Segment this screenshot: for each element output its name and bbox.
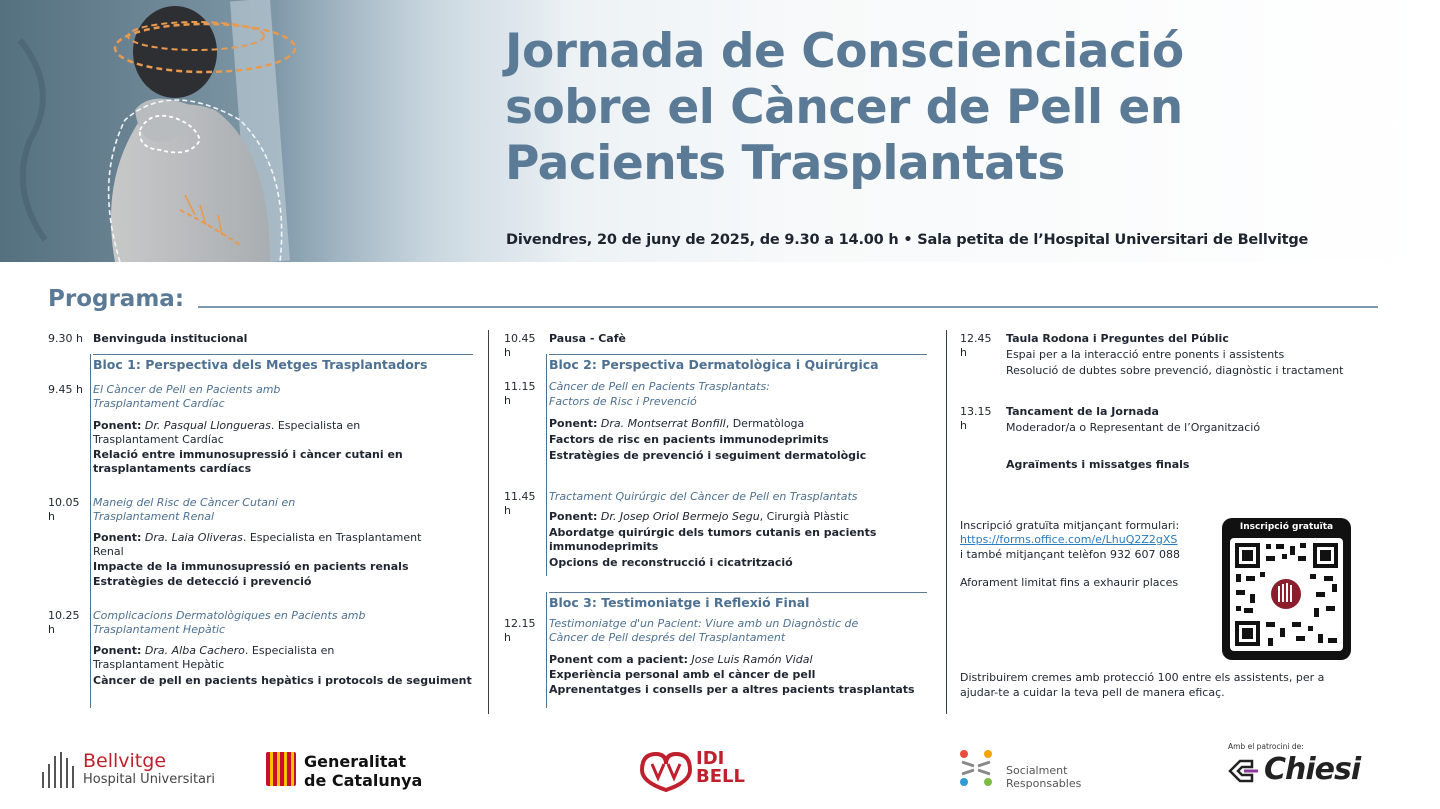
- speaker-role-cont: Trasplantament Hepàtic: [93, 658, 225, 671]
- speaker-label: Ponent:: [549, 510, 598, 523]
- speaker-line: [549, 510, 849, 524]
- program-column-1: [48, 328, 478, 718]
- speaker-name: Jose Luis Ramón Vidal: [691, 653, 813, 666]
- speaker-label: Ponent com a pacient:: [549, 653, 688, 666]
- senyera-icon: [266, 752, 296, 786]
- bellvitge-sub: Hospital Universitari: [83, 772, 215, 787]
- agenda-item-detail: Espai per a la interacció entre ponents i assistents: [1006, 348, 1285, 361]
- talk-point: Aprenentatges i consells per a altres pacients trasplantats: [549, 683, 915, 696]
- people-network-icon: [956, 748, 996, 788]
- title-line-2: sobre el Càncer de Pell en: [505, 80, 1183, 135]
- bellvitge-logo: [40, 752, 220, 792]
- bellvitge-bars-icon: [40, 752, 80, 788]
- program-heading: Programa:: [48, 286, 185, 312]
- registration-text: Inscripció gratuïta mitjançant formulari:: [960, 519, 1180, 532]
- speaker-name: Dr. Pasqual Llongueras: [144, 419, 271, 432]
- time-label: 11.45 h: [504, 490, 536, 517]
- talk-title-cont: Trasplantament Hepàtic: [93, 623, 226, 636]
- bellvitge-name: Bellvitge: [83, 750, 167, 772]
- registration-phone: i també mitjançant telèfon 932 607 088: [960, 548, 1180, 561]
- talk-point: Càncer de pell en pacients hepàtics i protocols de seguiment: [93, 674, 472, 687]
- talk-point: Impacte de la immunosupressió en pacients renals: [93, 560, 409, 573]
- speaker-role-cont: Trasplantament Cardíac: [93, 433, 224, 446]
- talk-title: Testimoniatge d'un Pacient: Viure amb un Diagnòstic de: [549, 617, 859, 630]
- chiesi-logo: [1226, 742, 1396, 792]
- speaker-name: Dra. Montserrat Bonfill: [600, 417, 726, 430]
- time-label: 9.45 h: [48, 383, 83, 396]
- block-1-heading: Bloc 1: Perspectiva dels Metges Trasplantadors: [93, 354, 473, 372]
- speaker-line: [93, 644, 334, 658]
- chiesi-name: Chiesi: [1264, 752, 1361, 787]
- socialment-line-2: Responsables: [1006, 777, 1082, 790]
- speaker-line: [93, 419, 360, 433]
- agenda-item-title: Tancament de la Jornada: [1006, 405, 1159, 418]
- speaker-role: . Especialista en Trasplantament: [242, 531, 422, 544]
- program-divider: [198, 306, 1378, 308]
- agenda-item-detail: Resolució de dubtes sobre prevenció, diagnòstic i tractament: [1006, 364, 1344, 377]
- time-label: 9.30 h: [48, 332, 83, 345]
- chiesi-arrow-icon: [1228, 758, 1262, 784]
- idibell-mark-icon: [636, 748, 692, 792]
- talk-point: Abordatge quirúrgic dels tumors cutanis en pacients: [549, 526, 877, 539]
- time-label: 13.15 h: [960, 405, 992, 432]
- speaker-role: . Especialista en: [270, 419, 361, 432]
- speaker-label: Ponent:: [93, 419, 142, 432]
- speaker-line: [549, 653, 813, 667]
- speaker-label: Ponent:: [549, 417, 598, 430]
- socialment-line-1: Socialment: [1006, 764, 1068, 777]
- talk-title-cont: Càncer de Pell després del Trasplantament: [549, 631, 786, 644]
- talk-point: Opcions de reconstrucció i cicatrització: [549, 556, 793, 569]
- block-2-heading: Bloc 2: Perspectiva Dermatològica i Quirúrgica: [549, 354, 927, 372]
- hero-banner: [0, 0, 1440, 262]
- title-line-3: Pacients Trasplantats: [505, 136, 1065, 191]
- time-label: 12.45 h: [960, 332, 992, 359]
- talk-point: trasplantaments cardíacs: [93, 462, 252, 475]
- socialment-responsables-logo: [956, 748, 1116, 792]
- speaker-name: Dr. Josep Oriol Bermejo Segu: [600, 510, 760, 523]
- talk-point: Experiència personal amb el càncer de pell: [549, 668, 816, 681]
- cream-notice-cont: ajudar-te a cuidar la teva pell de manera eficaç.: [960, 686, 1225, 699]
- talk-point: Factors de risc en pacients immunodeprimits: [549, 433, 829, 446]
- speaker-line: [93, 531, 421, 545]
- block-3-heading: Bloc 3: Testimoniatge i Reflexió Final: [549, 592, 927, 610]
- agenda-item-title: Pausa - Cafè: [549, 332, 626, 345]
- speaker-name: Dra. Laia Oliveras: [144, 531, 243, 544]
- event-date-location: Divendres, 20 de juny de 2025, de 9.30 a 14.00 h • Sala petita de l’Hospital Universitari de Bellvitge: [506, 232, 1309, 248]
- block-3-line: [546, 592, 547, 708]
- program-column-2: [504, 328, 934, 718]
- speaker-role: . Especialista en: [244, 644, 335, 657]
- hero-photo: [0, 0, 500, 262]
- capacity-notice: Aforament limitat fins a exhaurir places: [960, 576, 1179, 589]
- speaker-role: , Dermatòloga: [725, 417, 805, 430]
- idibell-line-2: BELL: [696, 766, 745, 787]
- block-2-line: [546, 354, 547, 576]
- talk-point: Estratègies de prevenció i seguiment dermatològic: [549, 449, 867, 462]
- talk-title-cont: Factors de Risc i Prevenció: [549, 395, 697, 408]
- talk-title: Càncer de Pell en Pacients Trasplantats:: [549, 380, 770, 393]
- talk-title: Maneig del Risc de Càncer Cutani en: [93, 496, 296, 509]
- event-title: [505, 24, 1425, 192]
- agenda-item-title: Benvinguda institucional: [93, 332, 248, 345]
- time-label: 11.15 h: [504, 380, 536, 407]
- time-label: 10.25 h: [48, 609, 80, 636]
- talk-title: El Càncer de Pell en Pacients amb: [93, 383, 281, 396]
- speaker-label: Ponent:: [93, 644, 142, 657]
- generalitat-sub: de Catalunya: [304, 771, 423, 790]
- title-line-1: Jornada de Conscienciació: [505, 24, 1184, 79]
- generalitat-name: Generalitat: [304, 752, 406, 771]
- time-label: 10.45 h: [504, 332, 536, 359]
- block-1-line: [90, 354, 91, 708]
- generalitat-logo: [266, 752, 436, 792]
- registration-link[interactable]: https://forms.office.com/e/LhuQ2Z2gXS: [960, 533, 1178, 546]
- registration-qr-code[interactable]: [1222, 518, 1351, 660]
- column-separator: [946, 330, 947, 714]
- idibell-logo: [636, 748, 766, 792]
- closing-thanks: Agraïments i missatges finals: [1006, 458, 1190, 471]
- talk-point: Relació entre immunosupressió i càncer cutani en: [93, 448, 403, 461]
- speaker-name: Dra. Alba Cachero: [144, 644, 245, 657]
- talk-title: Tractament Quirúrgic del Càncer de Pell en Trasplantats: [549, 490, 858, 503]
- idibell-line-1: IDI: [696, 748, 725, 769]
- speaker-role: , Cirurgià Plàstic: [759, 510, 850, 523]
- talk-title-cont: Trasplantament Renal: [93, 510, 215, 523]
- cream-notice: Distribuirem cremes amb protecció 100 entre els assistents, per a: [960, 671, 1325, 684]
- talk-point: Estratègies de detecció i prevenció: [93, 575, 312, 588]
- sponsor-label: Amb el patrocini de:: [1228, 742, 1304, 751]
- talk-point-cont: immunodeprimits: [549, 540, 659, 553]
- speaker-role-cont: Renal: [93, 545, 124, 558]
- qr-pattern: [1230, 538, 1343, 651]
- qr-code-icon: [1230, 538, 1343, 651]
- qr-label: Inscripció gratuïta: [1239, 522, 1334, 532]
- talk-title-cont: Trasplantament Cardíac: [93, 397, 225, 410]
- agenda-item-title: Taula Rodona i Preguntes del Públic: [1006, 332, 1229, 345]
- speaker-line: [549, 417, 804, 431]
- time-label: 10.05 h: [48, 496, 80, 523]
- speaker-label: Ponent:: [93, 531, 142, 544]
- column-separator: [488, 330, 489, 714]
- talk-title: Complicacions Dermatològiques en Pacients amb: [93, 609, 366, 622]
- time-label: 12.15 h: [504, 617, 536, 644]
- agenda-item-detail: Moderador/a o Representant de l’Organització: [1006, 421, 1261, 434]
